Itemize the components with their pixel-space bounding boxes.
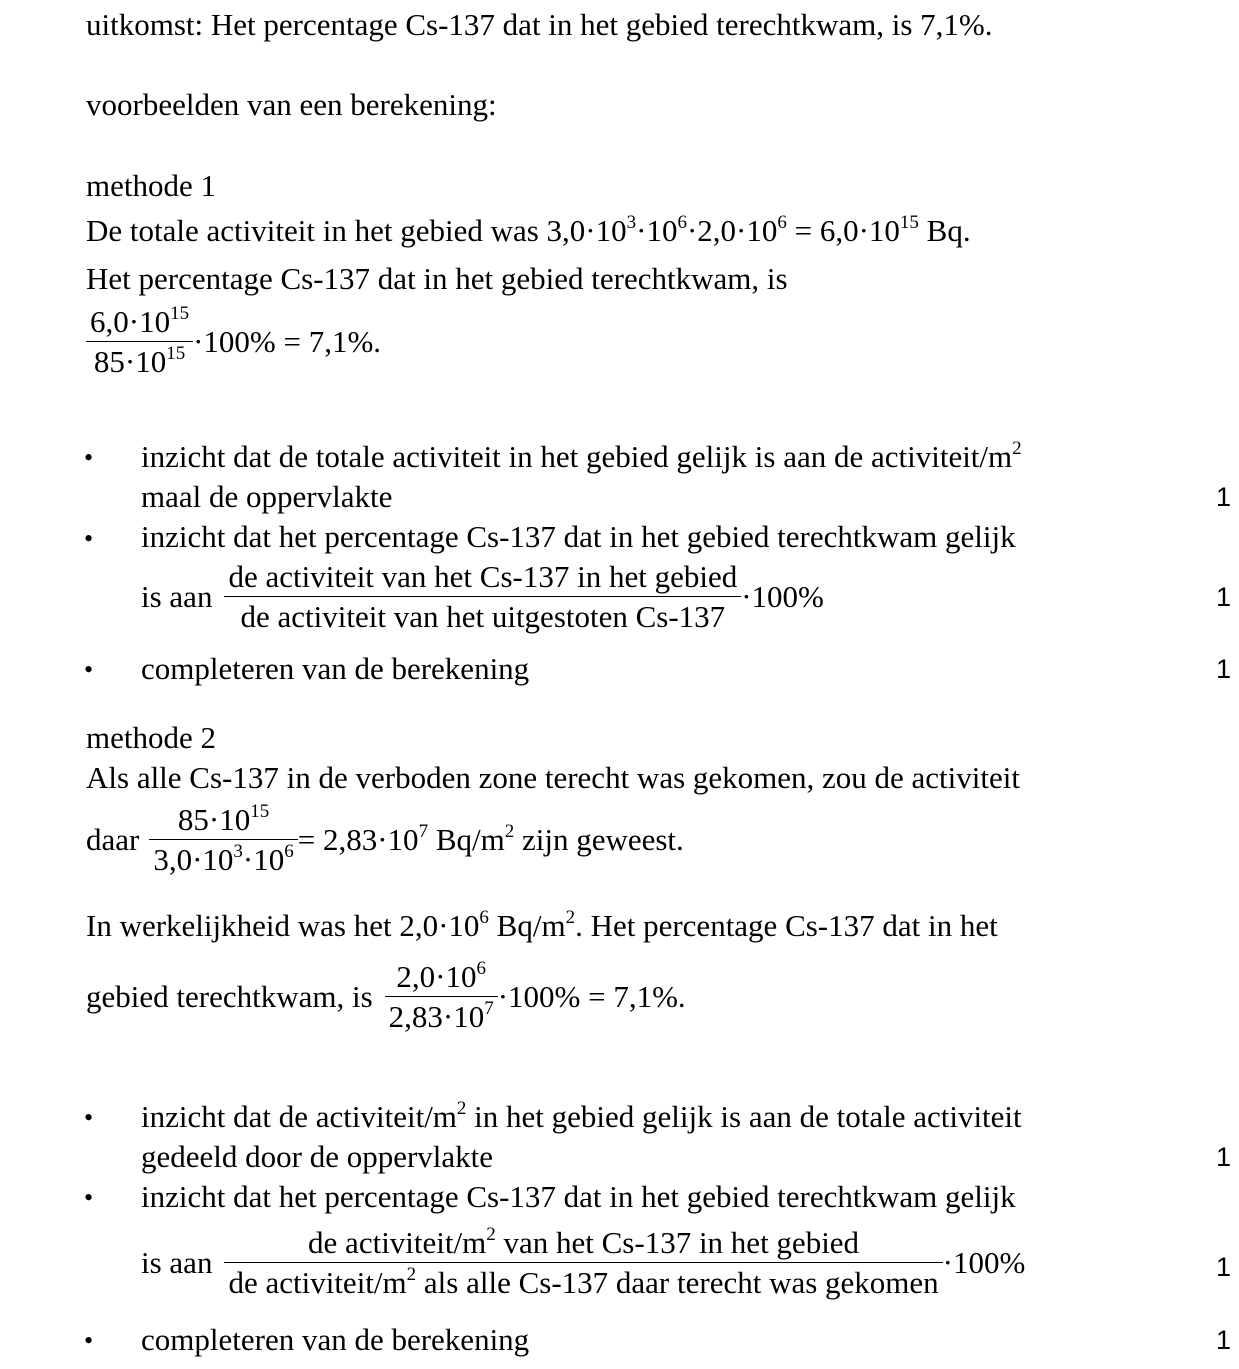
score-value: 1 (1216, 482, 1232, 512)
uitkomst-line: uitkomst: Het percentage Cs-137 dat in het gebied terechtkwam, is 7,1%. (86, 7, 993, 42)
score-value: 1 (1216, 582, 1232, 612)
total-activity-formula: $3,0\cdot 10^3\cdot 10^6\cdot 2,0\cdot 10^6 = 6,0\cdot 10^{15}$ Bq. (546, 212, 971, 248)
percentage-fraction: $\frac{6,0\cdot 10^{15}}{85\cdot 10^{15}}$ (86, 306, 193, 377)
m2-bullet3: completeren van de berekening (141, 1322, 530, 1357)
methode2-heading: methode 2 (86, 720, 216, 755)
bullet-icon: • (84, 1326, 94, 1355)
methode2-line1: Als alle Cs-137 in de verboden zone terecht was gekomen, zou de activiteit (86, 760, 1020, 795)
activity-per-area-ratio-fraction: $\frac{de activiteit/m^2 van het Cs-137 in het gebied}{de activiteit/m^2 als alle Cs-137 daar terecht was gekomen}$ (224, 1227, 942, 1298)
score-value: 1 (1216, 654, 1232, 684)
score-value: 1 (1216, 1142, 1232, 1172)
m1-bullet1-line2: maal de oppervlakte (141, 479, 393, 514)
percentage-fraction: $\frac{2,0\cdot 10^6}{2,83\cdot 10^7}$ (385, 961, 498, 1032)
bullet-icon: • (84, 524, 94, 553)
m2-bullet1-line2: gedeeld door de oppervlakte (141, 1139, 494, 1174)
score-value: 1 (1216, 1325, 1232, 1355)
methode2-line3: In werkelijkheid was het $2,0\cdot 10^6$ $Bq/m^2$. Het percentage Cs-137 dat in het (86, 907, 998, 943)
methode2-fraction-line: daar $\frac{85\cdot 10^{15}}{3,0\cdot 10^3\cdot 10^6}$ = $2,83\cdot 10^7$ $Bq/m^2$ zijn geweest. (86, 801, 684, 877)
m1-bullet2-line1: inzicht dat het percentage Cs-137 dat in het gebied terechtkwam gelijk (141, 519, 1016, 554)
methode1-fraction-line: $\frac{6,0\cdot 10^{15}}{85\cdot 10^{15}}$ ·100% = 7,1%. (86, 306, 381, 377)
m1-bullet2-fraction-line: is aan $\frac{\text{de activiteit van het Cs-137 in het gebied}}{\text{de activiteit van het uitgestoten Cs-137}}$ ·100% (141, 559, 824, 634)
activity-ratio-fraction: $\frac{\text{de activiteit van het Cs-137 in het gebied}}{\text{de activiteit van het uitgestoten Cs-137}}$ (224, 561, 741, 632)
bullet-icon: • (84, 655, 94, 684)
methode1-heading: methode 1 (86, 168, 216, 203)
voorbeelden-heading: voorbeelden van een berekening: (86, 87, 497, 122)
m2-bullet2-fraction-line: is aan $\frac{de activiteit/m^2 van het Cs-137 in het gebied}{de activiteit/m^2 als alle Cs-137 daar terecht was gekomen}$ ·100% (141, 1224, 1026, 1300)
activity-per-area-fraction: $\frac{85\cdot 10^{15}}{3,0\cdot 10^3\cdot 10^6}$ (149, 804, 297, 875)
m2-bullet2-line1: inzicht dat het percentage Cs-137 dat in het gebied terechtkwam gelijk (141, 1179, 1016, 1214)
methode1-line1: De totale activiteit in het gebied was $3,0\cdot 10^3\cdot 10^6\cdot 2,0\cdot 10^6 = 6,0\cdot 10^{15}$ Bq. (86, 212, 971, 248)
bullet-icon: • (84, 1183, 94, 1212)
bullet-icon: • (84, 1103, 94, 1132)
methode1-line2: Het percentage Cs-137 dat in het gebied terechtkwam, is (86, 261, 788, 296)
m1-bullet3: completeren van de berekening (141, 651, 530, 686)
score-value: 1 (1216, 1252, 1232, 1282)
bullet-icon: • (84, 443, 94, 472)
m1-bullet1-line1: inzicht dat de totale activiteit in het gebied gelijk is aan de activiteit/$m^2$ (141, 438, 1022, 474)
methode2-fraction2-line: gebied terechtkwam, is $\frac{2,0\cdot 10^6}{2,83\cdot 10^7}$ ·100% = 7,1%. (86, 958, 686, 1034)
m2-bullet1-line1: inzicht dat de activiteit/$m^2$ in het gebied gelijk is aan de totale activiteit (141, 1098, 1022, 1134)
